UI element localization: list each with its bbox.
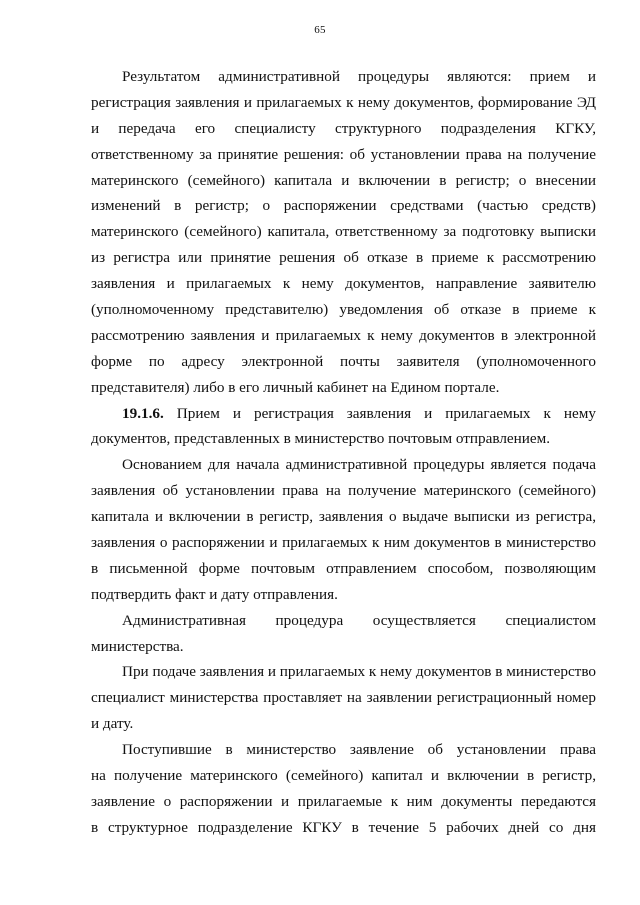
text-line: в структурное подразделение КГКУ в течение 5 рабочих дней со дня [91, 818, 596, 836]
text-line: форме по адресу электронной почты заявителя (уполномоченного [91, 352, 596, 370]
text-line: капитала и включении в регистр, заявления о выдаче выписки из регистра, [91, 508, 596, 526]
text-line: подтвердить факт и дату отправления. [91, 585, 338, 603]
paragraph-transfer-to-kgku [91, 737, 596, 841]
text-line: министерства. [91, 637, 184, 655]
paragraph-basis-for-procedure [91, 452, 596, 607]
text-line: на получение материнского (семейного) капитал и включении в регистр, [91, 767, 596, 785]
section-19-1-6 [91, 401, 596, 453]
text-line: специалист министерства проставляет на заявлении регистрационный номер [91, 689, 596, 707]
text-line: и дату. [91, 715, 134, 733]
text-line: заявление о распоряжении и прилагаемые к ним документы передаются [91, 792, 596, 810]
text-line: и передача его специалисту структурного подразделения КГКУ, [91, 119, 596, 137]
text-line: ответственному за принятие решения: об установлении права на получение [91, 145, 596, 163]
text-line: заявления и прилагаемых к нему документов, направление заявителю [91, 275, 596, 293]
text-line: Основанием для начала административной процедуры является подача [122, 456, 596, 474]
paragraph-result-of-procedure [91, 64, 596, 401]
text-line: документов, представленных в министерство почтовым отправлением. [91, 430, 551, 448]
text-line: в письменной форме почтовым отправлением способом, позволяющим [91, 559, 596, 577]
text-line: представителя) либо в его личный кабинет на Едином портале. [91, 378, 500, 396]
page-number: 65 [314, 24, 326, 36]
text-line: заявления о распоряжении и прилагаемых к ним документов в министерство [91, 534, 596, 552]
text-line: материнского (семейного) капитала, ответственному за подготовку выписки [91, 223, 596, 241]
text-line: регистрация заявления и прилагаемых к нему документов, формирование ЭД [91, 93, 596, 111]
section-heading-line [91, 401, 596, 427]
text-line: (уполномоченному представителю) уведомления об отказе в приеме к [91, 301, 596, 319]
text-line: материнского (семейного) капитала и включении в регистр; о внесении [91, 171, 596, 189]
text-line: из регистра или принятие решения об отказе в приеме к рассмотрению [91, 249, 596, 267]
text-line: заявления об установлении права на получение материнского (семейного) [91, 482, 596, 500]
section-number: 19.1.6. [122, 404, 164, 422]
text-line: Поступившие в министерство заявление об установлении права [122, 741, 596, 759]
section-heading-text: Прием и регистрация заявления и прилагаемых к нему [163, 404, 596, 422]
text-line: Административная процедура осуществляется специалистом [122, 611, 596, 629]
text-line: Результатом административной процедуры являются: прием и [122, 68, 596, 85]
paragraph-procedure-performer [91, 608, 596, 660]
paragraph-registration-number [91, 659, 596, 737]
text-line: изменений в регистр; о распоряжении средствами (частью средств) [91, 197, 596, 215]
text-line: При подаче заявления и прилагаемых к нему документов в министерство [122, 663, 596, 681]
document-body [91, 64, 596, 841]
text-line: рассмотрению заявления и прилагаемых к нему документов в электронной [91, 326, 596, 344]
